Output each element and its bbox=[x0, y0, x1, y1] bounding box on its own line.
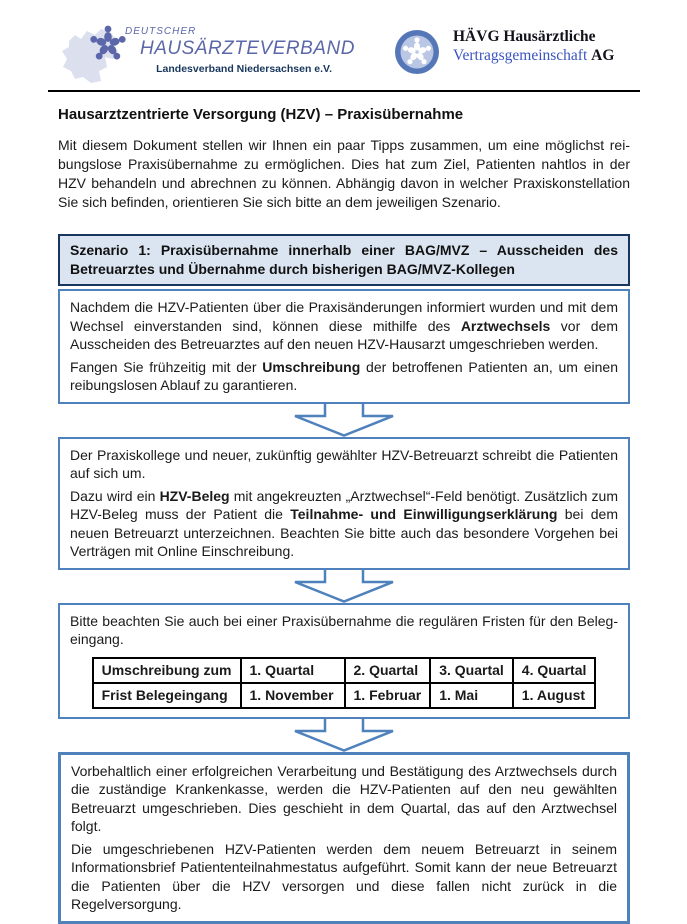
scenario-line1: Szenario 1: Praxisübernahme innerhalb einer BAG/MVZ – Ausscheiden des bbox=[70, 242, 618, 258]
text-segment: HZV-Beleg bbox=[159, 487, 230, 504]
down-arrow-icon bbox=[292, 404, 396, 437]
logo-text-haevg: HÄVG Hausärztliche bbox=[453, 28, 596, 45]
flower-icon bbox=[86, 22, 130, 66]
text-segment: Umschreibung bbox=[262, 358, 361, 375]
text-segment: bei dem neuen Betreuarzt unterzeichnen. Beachten Sie bitte auch das besondere Vorgehen bei Verträgen mit Online Einschreibung. bbox=[70, 506, 618, 559]
table-cell: 1. Mai bbox=[430, 683, 513, 708]
text-segment: mit angekreuzten „Arztwechsel“-Feld benötigt. Zusätzlich zum HZV-Beleg muss der Patient die bbox=[70, 487, 618, 522]
table-cell: 4. Quartal bbox=[513, 658, 596, 683]
fristen-table bbox=[92, 657, 597, 709]
table-cell: 2. Quartal bbox=[345, 658, 431, 683]
text-segment: vor dem Ausscheiden des Betreuarztes auf den neuen HZV-Hausarzt umgeschrieben werden. bbox=[70, 317, 618, 352]
scenario-header-box bbox=[58, 234, 630, 286]
logo-text-hausaerzteverband: HAUSÄRZTEVERBAND bbox=[140, 38, 355, 59]
intro-paragraph: Mit diesem Dokument stellen wir Ihnen ein paar Tipps zusammen, um eine möglichst reibungslose Praxisübernahme zu ermöglichen. Dies hat zum Ziel, Patienten nahtlos in der HZV behandeln und abrechnen zu können. Abhängig davon in welcher Praxiskonstellation Sie sich befinden, orientieren Sie sich bitte an dem jeweiligen Szenario. bbox=[58, 137, 630, 210]
header-divider bbox=[48, 90, 640, 92]
down-arrow-icon bbox=[292, 719, 396, 752]
text-segment: der betroffenen Patienten an, um einen reibungslosen Ablauf zu garantieren. bbox=[70, 358, 618, 393]
table-cell: 3. Quartal bbox=[430, 658, 513, 683]
text-segment: Der Praxiskollege und neuer, zukünftig gewählter HZV-Betreuarzt schreibt die Patienten auf sich um. bbox=[70, 446, 618, 481]
table-cell: 1. August bbox=[513, 683, 596, 708]
table-cell: 1. Februar bbox=[345, 683, 431, 708]
table-cell: Frist Belegeingang bbox=[93, 683, 241, 708]
paragraph bbox=[70, 298, 618, 354]
paragraph bbox=[71, 762, 617, 836]
text-segment: Nachdem die HZV-Patienten über die Praxisänderungen informiert wurden und mit dem Wechsel einverstanden sind, können diese mithilfe des bbox=[70, 299, 618, 334]
info-box-4 bbox=[58, 752, 630, 924]
logo-text-deutscher: DEUTSCHER bbox=[125, 26, 197, 37]
info-box-3 bbox=[58, 603, 630, 719]
paragraph bbox=[70, 487, 618, 561]
scenario-line2: Betreuarztes und Übernahme durch bisherigen BAG/MVZ-Kollegen bbox=[70, 261, 515, 277]
text-segment: Die umgeschriebenen HZV-Patienten werden dem neuem Betreuarzt in seinem Informationsbrief Patiententeilnahmestatus aufgeführt. Somit kann der neue Betreuarzt die Patienten über die HZV versorgen und diese fallen nicht zurück in die Regelversorgung. bbox=[71, 840, 617, 912]
text-segment: Teilnahme- und Einwilligungserklärung bbox=[290, 506, 558, 522]
paragraph bbox=[71, 840, 617, 914]
table-cell: 1. November bbox=[241, 683, 345, 708]
header-logos bbox=[58, 14, 630, 86]
paragraph bbox=[70, 612, 618, 649]
table-row bbox=[93, 683, 596, 708]
logo-text-vg-blue: Vertragsgemeinschaft bbox=[453, 47, 588, 64]
haevg-logo bbox=[368, 14, 630, 86]
table-cell: Umschreibung zum bbox=[93, 658, 241, 683]
paragraph bbox=[70, 446, 618, 483]
paragraph bbox=[70, 358, 618, 395]
text-segment: Bitte beachten Sie auch bei einer Praxisübernahme die regulären Fristen für den Belegeingang. bbox=[70, 612, 618, 647]
text-segment: Arztwechsels bbox=[460, 317, 551, 334]
info-box-2 bbox=[58, 437, 630, 570]
logo-text-landesverband: Landesverband Niedersachsen e.V. bbox=[156, 63, 332, 75]
table-cell: 1. Quartal bbox=[241, 658, 345, 683]
down-arrow-icon bbox=[292, 570, 396, 603]
text-segment: Dazu wird ein bbox=[70, 487, 160, 504]
table-row bbox=[93, 658, 596, 683]
logo-text-vertragsgemeinschaft bbox=[453, 47, 614, 65]
info-box-1 bbox=[58, 289, 630, 404]
hausaerzteverband-logo bbox=[58, 14, 358, 86]
text-segment: Vorbehaltlich einer erfolgreichen Verarbeitung und Bestätigung des Arztwechsels durch die zuständige Krankenkasse, werden die HZV-Patienten auf den neu gewählten Betreuarzt umgeschrieben. Dies geschieht in dem Quartal, das auf den Arztwechsel folgt. bbox=[71, 762, 617, 834]
haevg-badge-icon bbox=[393, 28, 441, 76]
text-segment: Fangen Sie frühzeitig mit der bbox=[70, 358, 263, 375]
page-title: Hausarztzentrierte Versorgung (HZV) – Praxisübernahme bbox=[58, 106, 464, 123]
logo-text-ag: AG bbox=[591, 47, 615, 64]
